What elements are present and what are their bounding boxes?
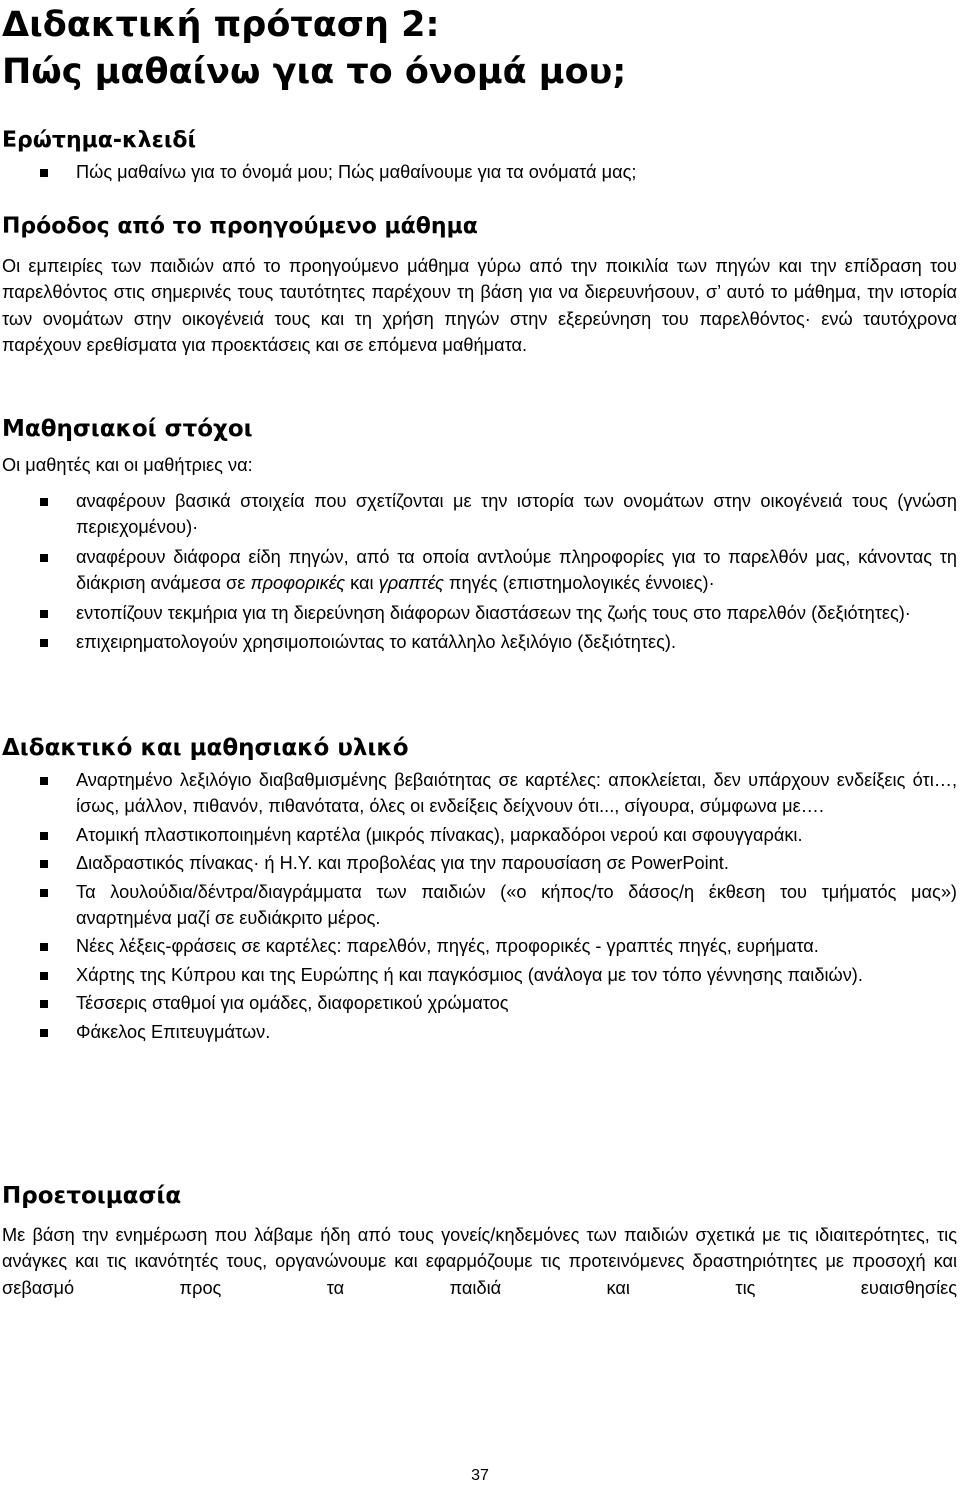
square-bullet-icon [40, 1000, 48, 1008]
list-item: Πώς μαθαίνω για το όνομά μου; Πώς μαθαίνουμε για τα ονόματά μας; [2, 159, 957, 185]
list-item: Διαδραστικός πίνακας· ή Η.Υ. και προβολέας για την παρουσίαση σε PowerPoint. [2, 850, 957, 876]
square-bullet-icon [40, 832, 48, 840]
list-item: Φάκελος Επιτευγμάτων. [2, 1019, 957, 1045]
square-bullet-icon [40, 889, 48, 897]
title-line-2: Πώς μαθαίνω για το όνομά μου; [2, 52, 627, 92]
title-line-1: Διδακτική πρόταση 2: [2, 5, 440, 45]
progress-heading: Πρόοδος από το προηγούμενο μάθημα [2, 214, 478, 239]
square-bullet-icon [40, 1029, 48, 1037]
list-item: Χάρτης της Κύπρου και της Ευρώπης ή και παγκόσμιος (ανάλογα με τον τόπο γέννησης παιδιών). [2, 962, 957, 988]
square-bullet-icon [40, 169, 48, 177]
list-item: Τα λουλούδια/δέντρα/διαγράμματα των παιδιών («ο κήπος/το δάσος/η έκθεση του τμήματός μας») αναρτημένα μαζί σε ευδιάκριτο μέρος. [2, 879, 957, 932]
page-number: 37 [471, 1467, 489, 1484]
list-item: Νέες λέξεις-φράσεις σε καρτέλες: παρελθόν, πηγές, προφορικές - γραπτές πηγές, ευρήματα. [2, 933, 957, 959]
key-question-list [2, 159, 957, 185]
square-bullet-icon [40, 777, 48, 785]
objectives-intro: Οι μαθητές και οι μαθήτριες να: [2, 455, 253, 475]
list-item: επιχειρηματολογούν χρησιμοποιώντας το κατάλληλο λεξιλόγιο (δεξιότητες). [2, 629, 957, 655]
list-item: Ατομική πλαστικοποιημένη καρτέλα (μικρός πίνακας), μαρκαδόροι νερού και σφουγγαράκι. [2, 822, 957, 848]
objectives-list [2, 488, 957, 655]
list-item: αναφέρουν βασικά στοιχεία που σχετίζονται με την ιστορία των ονομάτων στην οικογένειά τους (γνώση περιεχομένου)· [2, 488, 957, 541]
list-item: αναφέρουν διάφορα είδη πηγών, από τα οποία αντλούμε πληροφορίες για το παρελθόν μας, κάνοντας τη διάκριση ανάμεσα σε προφορικές και γραπτές πηγές (επιστημολογικές έννοιες)· [2, 544, 957, 597]
square-bullet-icon [40, 610, 48, 618]
square-bullet-icon [40, 554, 48, 562]
objectives-heading: Μαθησιακοί στόχοι [2, 416, 253, 442]
list-item: Αναρτημένο λεξιλόγιο διαβαθμισμένης βεβαιότητας σε καρτέλες: αποκλείεται, δεν υπάρχουν ενδείξεις ότι…, ίσως, μάλλον, πιθανόν, πιθανότατα, όλες οι ενδείξεις δείχνουν ότι..., σίγουρα, σύμφωνα με…. [2, 767, 957, 820]
square-bullet-icon [40, 498, 48, 506]
list-item: εντοπίζουν τεκμήρια για τη διερεύνηση διάφορων διαστάσεων της ζωής τους στο παρελθόν (δεξιότητες)· [2, 600, 957, 626]
preparation-heading: Προετοιμασία [2, 1183, 182, 1209]
square-bullet-icon [40, 639, 48, 647]
progress-paragraph: Οι εμπειρίες των παιδιών από το προηγούμενο μάθημα γύρω από την ποικιλία των πηγών και την επίδραση του παρελθόντος στις σημερινές τους ταυτότητες παρέχουν τη βάση για να διερευνήσουν, σ’ αυτό το μάθημα, την ιστορία των ονομάτων στην οικογένειά τους και τη χρήση πηγών στην εξερεύνηση του παρελθόντος· ενώ ταυτόχρονα παρέχουν ερεθίσματα για προεκτάσεις και σε επόμενα μαθήματα. [2, 256, 957, 356]
preparation-paragraph: Με βάση την ενημέρωση που λάβαμε ήδη από τους γονείς/κηδεμόνες των παιδιών σχετικά με τις ιδιαιτερότητες, τις ανάγκες και τις ικανότητές τους, οργανώνουμε και εφαρμόζουμε τις προτεινόμενες δραστηριότητες με προσοχή και σεβασμό προς τα παιδιά και τις ευαισθησίες [2, 1225, 957, 1298]
key-question-heading: Ερώτημα-κλειδί [2, 128, 197, 153]
lesson-title [2, 2, 942, 96]
square-bullet-icon [40, 860, 48, 868]
oral-sources-term: προφορικές [250, 573, 346, 594]
square-bullet-icon [40, 943, 48, 951]
materials-list [2, 767, 957, 1045]
list-item: Τέσσερις σταθμοί για ομάδες, διαφορετικού χρώματος [2, 990, 957, 1016]
square-bullet-icon [40, 972, 48, 980]
written-sources-term: γραπτές [378, 573, 444, 594]
materials-heading: Διδακτικό και μαθησιακό υλικό [2, 735, 409, 761]
